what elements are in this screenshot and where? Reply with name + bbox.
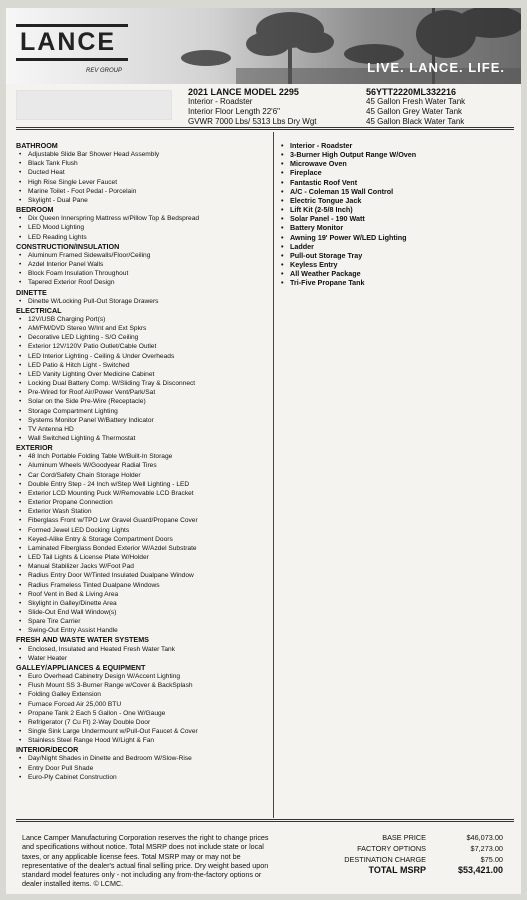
feature-item: • Locking Dual Battery Comp. W/Sliding Tray & Disconnect [16, 379, 271, 388]
feature-item: • Marine Toilet - Foot Pedal - Porcelain [16, 187, 271, 196]
feature-item: • LED Tail Lights & License Plate W/Holder [16, 553, 271, 562]
feature-item: • Euro-Ply Cabinet Construction [16, 773, 271, 782]
feature-item: • Formed Jewel LED Docking Lights [16, 526, 271, 535]
feature-item: • LED Patio & Hitch Light - Switched [16, 361, 271, 370]
fresh-tank: 45 Gallon Fresh Water Tank [366, 97, 466, 106]
feature-item: • Radius Frameless Tinted Dualpane Windows [16, 581, 271, 590]
feature-item: • Propane Tank 2 Each 5 Gallon - One W/Gauge [16, 709, 271, 718]
feature-item: • Manual Stabilizer Jacks W/Foot Pad [16, 562, 271, 571]
feature-item: • LED Mood Lighting [16, 223, 271, 232]
feature-item: • LED Interior Lighting - Ceiling & Under Overheads [16, 352, 271, 361]
feature-item: • Day/Night Shades in Dinette and Bedroom W/Slow-Rise [16, 754, 271, 763]
feature-item: • LED Vanity Lighting Over Medicine Cabinet [16, 370, 271, 379]
lance-logo: LANCE [16, 20, 128, 64]
option-item: • All Weather Package [278, 269, 513, 278]
section-heading: DINETTE [16, 287, 47, 297]
feature-item: • 12V/USB Charging Port(s) [16, 315, 271, 324]
feature-item: • Entry Door Pull Shade [16, 764, 271, 773]
standard-features-column [16, 141, 271, 782]
feature-item: • Roof Vent in Bed & Living Area [16, 590, 271, 599]
section-heading: BATHROOM [16, 141, 58, 150]
factory-options-label: FACTORY OPTIONS [357, 844, 426, 853]
feature-item: • Black Tank Flush [16, 159, 271, 168]
feature-item: • Flush Mount SS 3-Burner Range w/Cover & BackSplash [16, 681, 271, 690]
feature-item: • AM/FM/DVD Stereo W/Int and Ext Spkrs [16, 324, 271, 333]
option-item: • Keyless Entry [278, 260, 513, 269]
feature-item: • Pre-Wired for Roof Air/Power Vent/Park/Sat [16, 388, 271, 397]
section-heading: BEDROOM [16, 205, 54, 215]
option-item: • Pull-out Storage Tray [278, 251, 513, 260]
feature-item: • Solar on the Side Pre-Wire (Receptacle) [16, 397, 271, 406]
feature-item: • Stainless Steel Range Hood W/Light & Fan [16, 736, 271, 745]
feature-item: • Ducted Heat [16, 168, 271, 177]
option-item: • Lift Kit (2-5/8 Inch) [278, 205, 513, 214]
total-msrp-value: $53,421.00 [457, 865, 503, 875]
vin: 56YTT2220ML332216 [366, 87, 457, 97]
feature-item: • Aluminum Wheels W/Goodyear Radial Tires [16, 461, 271, 470]
window-sticker [6, 8, 521, 894]
feature-item: • Exterior LCD Mounting Puck W/Removable LCD Bracket [16, 489, 271, 498]
feature-item: • Exterior Wash Station [16, 507, 271, 516]
option-item: • 3-Burner High Output Range W/Oven [278, 150, 513, 159]
feature-item: • Double Entry Step - 24 Inch w/Step Well Lighting - LED [16, 480, 271, 489]
option-item: • Awning 19' Power W/LED Lighting [278, 233, 513, 242]
destination-value: $75.00 [480, 855, 503, 864]
feature-item: • Furnace Forced Air 25,000 BTU [16, 700, 271, 709]
section-heading: INTERIOR/DECOR [16, 745, 79, 755]
feature-item: • LED Reading Lights [16, 233, 271, 242]
feature-item: • Car Cord/Safety Chain Storage Holder [16, 471, 271, 480]
option-item: • Fireplace [278, 168, 513, 177]
vin-info [366, 87, 465, 127]
feature-item: • Azdel Interior Panel Walls [16, 260, 271, 269]
total-msrp-label: TOTAL MSRP [368, 865, 426, 875]
feature-item: • Enclosed, Insulated and Heated Fresh Water Tank [16, 645, 271, 654]
grey-tank: 45 Gallon Grey Water Tank [366, 107, 463, 116]
feature-item: • Exterior Propane Connection [16, 498, 271, 507]
section-heading: EXTERIOR [16, 443, 53, 453]
black-tank: 45 Gallon Black Water Tank [366, 117, 465, 126]
gvwr: GVWR 7000 Lbs/ 5313 Lbs Dry Wgt [188, 117, 317, 126]
feature-item: • Euro Overhead Cabinetry Design W/Accent Lighting [16, 672, 271, 681]
option-item: • Solar Panel - 190 Watt [278, 214, 513, 223]
section-heading: GALLEY/APPLIANCES & EQUIPMENT [16, 662, 146, 672]
feature-item: • Keyed-Alike Entry & Storage Compartment Doors [16, 535, 271, 544]
feature-item: • TV Antenna HD [16, 425, 271, 434]
feature-item: • Tapered Exterior Roof Design [16, 278, 271, 287]
redacted-area [16, 90, 172, 120]
floor-length: Interior Floor Length 22'6" [188, 107, 280, 116]
top-rule-2 [16, 129, 514, 130]
feature-item: • Aluminum Framed Sidewalls/Floor/Ceiling [16, 251, 271, 260]
option-item: • Ladder [278, 242, 513, 251]
destination-label: DESTINATION CHARGE [344, 855, 426, 864]
bottom-rule-2 [16, 821, 514, 822]
top-rule [16, 127, 514, 128]
base-price-value: $46,073.00 [466, 833, 503, 842]
feature-item: • Laminated Fiberglass Bonded Exterior W/Azdel Substrate [16, 544, 271, 553]
option-item: • A/C - Coleman 15 Wall Control [278, 187, 513, 196]
feature-item: • Skylight - Dual Pane [16, 196, 271, 205]
option-item: • Fantastic Roof Vent [278, 178, 513, 187]
feature-item: • Block Foam Insulation Throughout [16, 269, 271, 278]
section-heading: ELECTRICAL [16, 305, 62, 315]
feature-item: • Skylight in Galley/Dinette Area [16, 599, 271, 608]
feature-item: • Radius Entry Door W/Tinted Insulated Dualpane Window [16, 571, 271, 580]
feature-item: • Swing-Out Entry Assist Handle [16, 626, 271, 635]
option-item: • Electric Tongue Jack [278, 196, 513, 205]
model-name: 2021 LANCE MODEL 2295 [188, 87, 299, 97]
header-banner [6, 8, 521, 84]
column-divider [273, 132, 274, 818]
feature-item: • Storage Compartment Lighting [16, 407, 271, 416]
feature-item: • Single Sink Large Undermount w/Pull-Out Faucet & Cover [16, 727, 271, 736]
option-item: • Interior - Roadster [278, 141, 513, 150]
feature-item: • 48 Inch Portable Folding Table W/Built-In Storage [16, 452, 271, 461]
model-info [188, 87, 317, 127]
section-heading: FRESH AND WASTE WATER SYSTEMS [16, 635, 149, 645]
options-column [278, 141, 513, 288]
feature-item: • High Rise Single Lever Faucet [16, 178, 271, 187]
rev-group-logo: REV GROUP [86, 68, 123, 74]
feature-item: • Dix Queen Innerspring Mattress w/Pillow Top & Bedspread [16, 214, 271, 223]
feature-item: • Dinette W/Locking Pull-Out Storage Drawers [16, 297, 271, 306]
section-heading: CONSTRUCTION/INSULATION [16, 241, 120, 251]
feature-item: • Exterior 12V/120V Patio Outlet/Cable Outlet [16, 342, 271, 351]
interior-name: Interior - Roadster [188, 97, 253, 106]
disclaimer: Lance Camper Manufacturing Corporation reserves the right to change prices and specifications without notice. Total MSRP does not include state or local taxes, or any applicable license fees. Total MSRP may or may not be representative of the dealer's actual final selling price. Dry weight based upon standard model features only - not including any from-the-factory options or dealer installed items. © LCMC. [22, 833, 269, 889]
feature-item: • Folding Galley Extension [16, 690, 271, 699]
base-price-label: BASE PRICE [382, 833, 426, 842]
feature-item: • Slide-Out End Wall Window(s) [16, 608, 271, 617]
feature-item: • Adjustable Slide Bar Shower Head Assembly [16, 150, 271, 159]
tagline: LIVE. LANCE. LIFE. [367, 60, 505, 75]
feature-item: • Decorative LED Lighting - S/O Ceiling [16, 333, 271, 342]
feature-item: • Refrigerator (7 Cu Ft) 2-Way Double Door [16, 718, 271, 727]
option-item: • Microwave Oven [278, 159, 513, 168]
feature-item: • Spare Tire Carrier [16, 617, 271, 626]
feature-item: • Water Heater [16, 654, 271, 663]
option-item: • Tri-Five Propane Tank [278, 278, 513, 287]
feature-item: • Systems Monitor Panel W/Battery Indicator [16, 416, 271, 425]
option-item: • Battery Monitor [278, 223, 513, 232]
feature-item: • Fiberglass Front w/TPO Lwr Gravel Guard/Propane Cover [16, 516, 271, 525]
feature-item: • Wall Switched Lighting & Thermostat [16, 434, 271, 443]
bottom-rule [16, 819, 514, 820]
factory-options-value: $7,273.00 [470, 844, 503, 853]
